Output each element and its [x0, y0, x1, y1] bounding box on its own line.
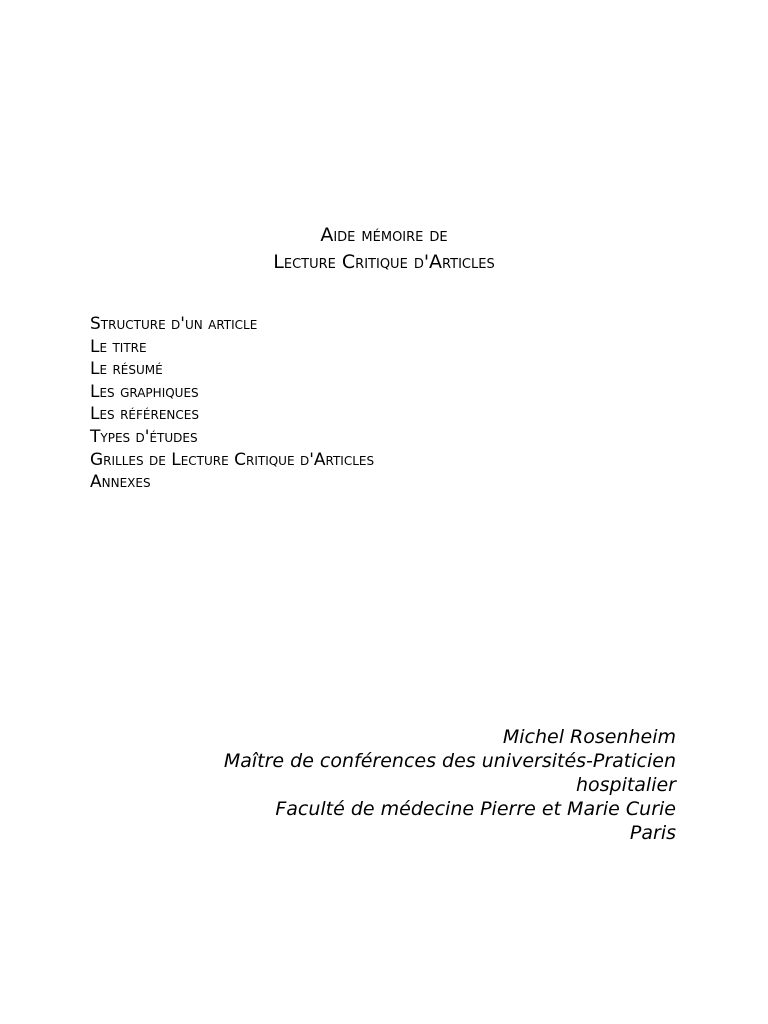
- toc-item-structure: Structure d'un article: [90, 314, 258, 334]
- toc-item-types-etudes: Types d'études: [90, 426, 198, 447]
- author-city: Paris: [629, 822, 676, 844]
- title-line-2: Lecture Critique d'Articles: [273, 251, 495, 273]
- author-name: Michel Rosenheim: [502, 726, 676, 748]
- document-title: [0, 222, 768, 276]
- author-affiliation: Faculté de médecine Pierre et Marie Curie: [275, 798, 676, 820]
- toc-item-resume: Le résumé: [90, 359, 163, 380]
- toc-item-references: Les références: [90, 404, 199, 425]
- toc-item-titre: Le titre: [90, 336, 147, 357]
- author-block: [150, 725, 676, 845]
- toc-item-graphiques: Les graphiques: [90, 381, 199, 402]
- author-role-line-1: Maître de conférences des universités-Praticien: [223, 750, 676, 772]
- author-role-line-2: hospitalier: [575, 774, 676, 796]
- table-of-contents: [90, 313, 374, 494]
- title-line-1: Aide mémoire de: [320, 224, 448, 246]
- toc-item-grilles: Grilles de Lecture Critique d'Articles: [90, 449, 375, 470]
- toc-item-annexes: Annexes: [90, 472, 151, 493]
